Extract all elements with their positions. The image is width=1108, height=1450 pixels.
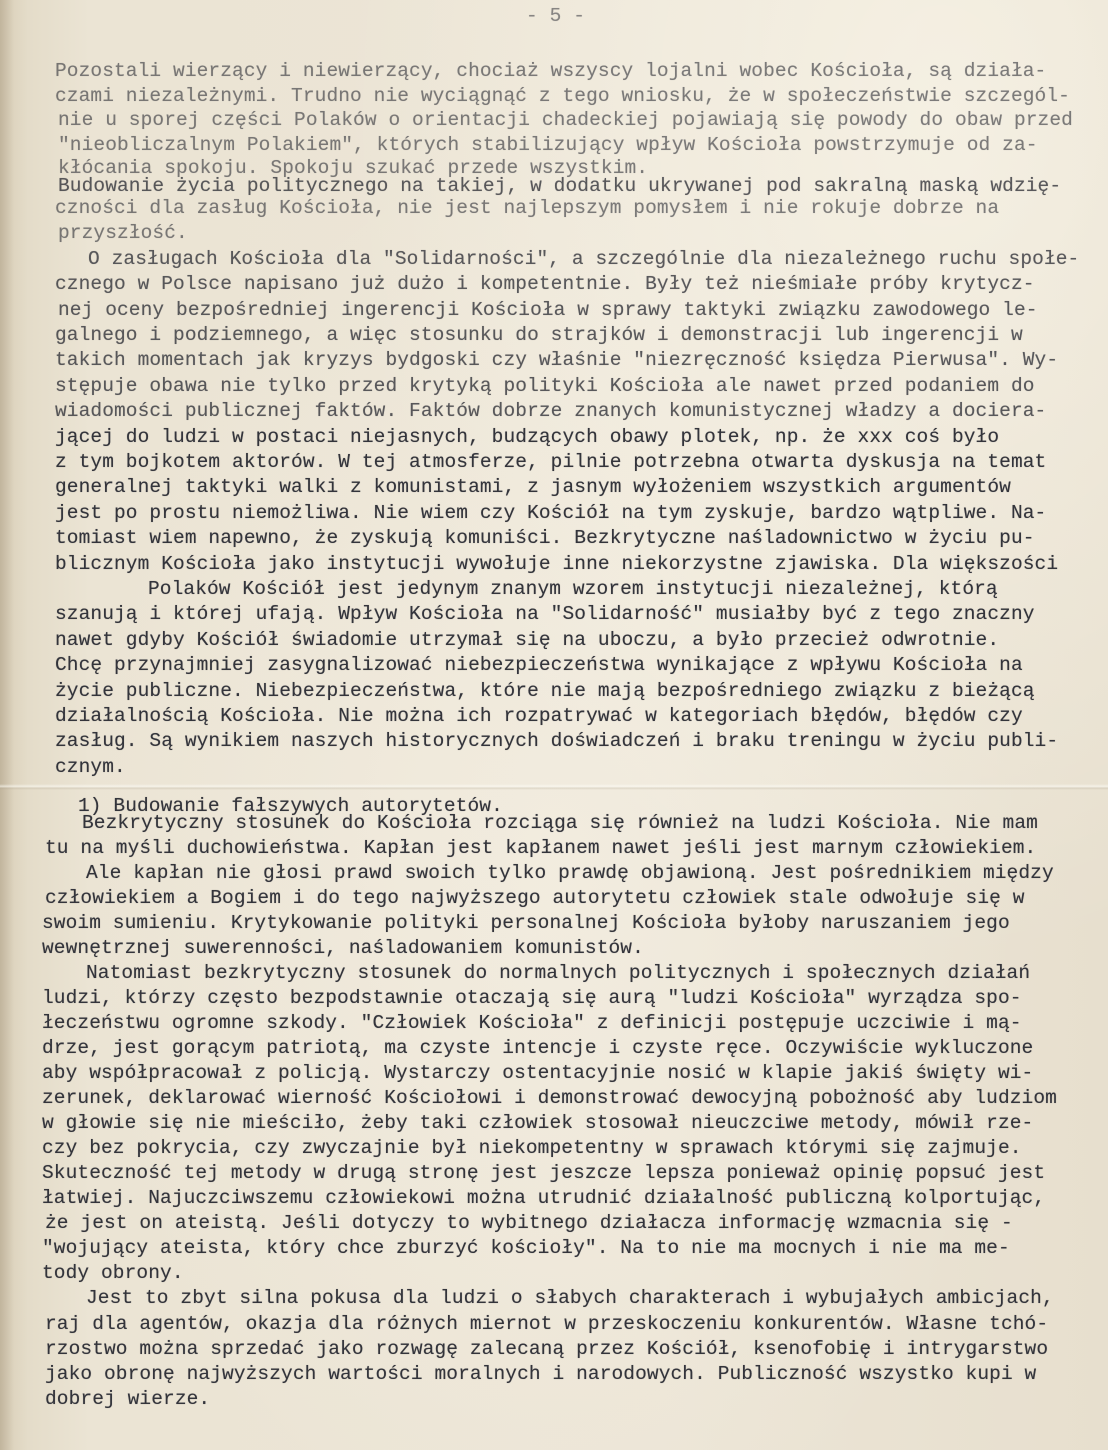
text-line: ludzi, którzy często bezpodstawnie otaczają się aurą "ludzi Kościoła" wyrządza spo- xyxy=(42,987,1022,1009)
text-line: łatwiej. Najuczciwszemu człowiekowi można utrudnić działalność publiczną kolportując, xyxy=(42,1187,1046,1209)
text-line: tody obrony. xyxy=(42,1262,184,1284)
text-line: wiadomości publicznej faktów. Faktów dobrze znanych komunistycznej władzy a dociera- xyxy=(55,400,1047,422)
paper-edge-shadow xyxy=(0,0,14,1450)
text-line: takich momentach jak kryzys bydgoski czy właśnie "niezręczność księdza Pierwusa". Wy- xyxy=(55,349,1059,371)
text-line: "nieobliczalnym Polakiem", których stabilizujący wpływ Kościoła powstrzymuje od za- xyxy=(58,134,1038,156)
text-line: generalnej taktyki walki z komunistami, z jasnym wyłożeniem wszystkich argumentów xyxy=(55,476,1011,498)
text-line: rzostwo można sprzedać jako rozwagę zalecaną przez Kościół, ksenofobię i intrygarstwo xyxy=(45,1338,1049,1360)
paper-fold xyxy=(0,784,1108,790)
text-line: w głowie się nie mieściło, żeby taki człowiek stosował nieuczciwe metody, mówił rze- xyxy=(42,1112,1034,1134)
text-line: szanują i której ufają. Wpływ Kościoła na "Solidarność" musiałby być z tego znaczny xyxy=(55,603,1035,625)
paragraph-start-line: Natomiast bezkrytyczny stosunek do normalnych politycznych i społecznych działań xyxy=(86,962,1031,984)
text-line: przyszłość. xyxy=(58,222,188,244)
text-line: czami niezależnymi. Trudno nie wyciągnąć z tego wniosku, że w społeczeństwie szczegól- xyxy=(55,85,1070,107)
text-line: jącej do ludzi w postaci niejasnych, budzących obawy plotek, np. że xxx coś było xyxy=(55,426,1000,448)
paragraph-start-line: Polaków Kościół jest jedynym znanym wzorem instytucji niezależnej, którą xyxy=(148,578,998,600)
text-line: Pozostali wierzący i niewierzący, chociaż wszyscy lojalni wobec Kościoła, są działa- xyxy=(55,60,1047,82)
text-line: tu na myśli duchowieństwa. Kapłan jest kapłanem nawet jeśli jest marnym człowiekiem. xyxy=(45,837,1037,859)
text-line: swoim sumieniu. Krytykowanie polityki personalnej Kościoła byłoby naruszaniem jego xyxy=(42,912,1010,934)
text-line: tomiast wiem napewno, że zyskują komuniści. Bezkrytyczne naśladownictwo w życiu pu- xyxy=(55,527,1035,549)
text-line: życie publiczne. Niebezpieczeństwa, które nie mają bezpośredniego związku z bieżącą xyxy=(55,680,1035,702)
paragraph-start-line: Jest to zbyt silna pokusa dla ludzi o słabych charakterach i wybujałych ambicjach, xyxy=(86,1287,1054,1309)
text-line: kłócania spokoju. Spokoju szukać przede wszystkim. xyxy=(58,157,649,179)
text-line: łeczeństwu ogromne szkody. "Człowiek Kościoła" z definicji postępuje uczciwie i mą- xyxy=(42,1012,1022,1034)
text-line: cznego w Polsce napisano już dużo i kompetentnie. Były też nieśmiałe próby krytycz- xyxy=(55,273,1035,295)
text-line: Chcę przynajmniej zasygnalizować niebezpieczeństwa wynikające z wpływu Kościoła na xyxy=(55,654,1023,676)
text-line: wewnętrznej suwerenności, naśladowaniem komunistów. xyxy=(42,937,644,959)
paragraph-start-line: Ale kapłan nie głosi prawd swoich tylko prawdę objawioną. Jest pośrednikiem między xyxy=(86,862,1054,884)
text-line: dobrej wierze. xyxy=(45,1388,211,1410)
text-line: człowiekiem a Bogiem i do tego najwyższego autorytetu człowiek stale odwołuje się w xyxy=(45,887,1025,909)
text-line: cznym. xyxy=(55,756,126,778)
section-heading: 1) Budowanie fałszywych autorytetów. xyxy=(78,795,503,817)
text-line: że jest on ateistą. Jeśli dotyczy to wybitnego działacza informację wzmacnia się - xyxy=(45,1212,1013,1234)
text-line: nej oceny bezpośredniej ingerencji Kościoła w sprawy taktyki związku zawodowego le- xyxy=(58,299,1038,321)
text-line: galnego i podziemnego, a więc stosunku do strajków i demonstracji lub ingerencji w xyxy=(55,324,1023,346)
text-line: z tym bojkotem aktorów. W tej atmosferze, pilnie potrzebna otwarta dyskusja na temat xyxy=(55,451,1047,473)
text-line: Skuteczność tej metody w drugą stronę jest jeszcze lepsza ponieważ opinię popsuć jest xyxy=(42,1162,1046,1184)
text-line: Budowanie życia politycznego na takiej, w dodatku ukrywanej pod sakralną maską wdzię- xyxy=(58,175,1062,197)
text-line: jest po prostu niemożliwa. Nie wiem czy Kościół na tym zyskuje, bardzo wątpliwe. Na- xyxy=(55,502,1047,524)
text-line: blicznym Kościoła jako instytucji wywołuje inne niekorzystne zjawiska. Dla większości xyxy=(55,553,1059,575)
text-line: nawet gdyby Kościół świadomie utrzymał się na uboczu, a było przecież odwrotnie. xyxy=(55,629,1000,651)
text-line: czy bez pokrycia, czy zwyczajnie był niekompetentny w sprawach którymi się zajmuje. xyxy=(42,1137,1022,1159)
text-line: "wojujący ateista, który chce zburzyć kościoły". Na to nie ma mocnych i nie ma me- xyxy=(42,1237,1010,1259)
text-line: aby współpracował z policją. Wystarczy ostentacyjnie nosić w klapie jakiś święty wi- xyxy=(42,1062,1034,1084)
paragraph-start-line: Bezkrytyczny stosunek do Kościoła rozciąga się również na ludzi Kościoła. Nie mam xyxy=(82,812,1038,834)
text-line: zerunek, deklarować wierność Kościołowi i demonstrować dewocyjną pobożność aby ludziom xyxy=(42,1087,1057,1109)
text-line: drze, jest gorącym patriotą, ma czyste intencje i czyste ręce. Oczywiście wykluczone xyxy=(42,1037,1034,1059)
page-number: - 5 - xyxy=(526,5,586,27)
text-line: jako obronę najwyższych wartości moralnych i narodowych. Publiczność wszystko kupi w xyxy=(45,1363,1037,1385)
text-line: stępuje obawa nie tylko przed krytyką polityki Kościoła ale nawet przed podaniem do xyxy=(55,375,1035,397)
text-line: raj dla agentów, okazja dla różnych miernot w przeskoczeniu konkurentów. Własne tchó- xyxy=(45,1313,1049,1335)
text-line: zasług. Są wynikiem naszych historycznych doświadczeń i braku treningu w życiu publi- xyxy=(55,730,1059,752)
paragraph-start-line: O zasługach Kościoła dla "Solidarności", a szczególnie dla niezależnego ruchu społe- xyxy=(88,248,1080,270)
text-line: czności dla zasług Kościoła, nie jest najlepszym pomysłem i nie rokuje dobrze na xyxy=(55,197,1000,219)
text-line: nie u sporej części Polaków o orientacji chadeckiej pojawiają się powody do obaw przed xyxy=(58,109,1073,131)
text-line: działalnością Kościoła. Nie można ich rozpatrywać w kategoriach błędów, błędów czy xyxy=(55,705,1023,727)
